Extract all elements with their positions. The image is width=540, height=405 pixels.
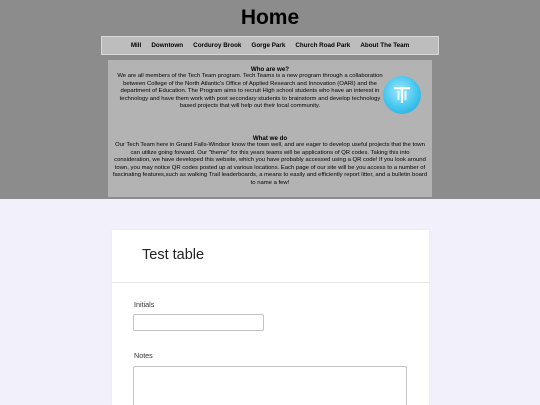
nav-link-corduroy-brook[interactable]: Corduroy Brook <box>193 42 242 49</box>
nav-link-mill[interactable]: Mill <box>130 42 142 49</box>
nav-link-church-road-park[interactable]: Church Road Park <box>295 42 351 49</box>
what-we-do-heading: What we do <box>252 135 288 142</box>
notes-label: Notes <box>134 351 153 360</box>
initials-label: Initials <box>134 300 155 309</box>
who-are-we-text: We are all members of the Tech Team program. Tech Teams is a new program through a collaboration between College of the North Atlantic's Office of Applied Research and Innovation (OARI) and the department of Education. The Program aims to recruit High school students who have an interest in technology and have them work with post secondary students to brainstorm and develop technology based projects that will help out their local community. <box>117 73 383 110</box>
nav-link-about-the-team[interactable]: About The Team <box>360 42 410 49</box>
nav-link-gorge-park[interactable]: Gorge Park <box>251 42 286 49</box>
tech-team-logo-icon <box>383 76 421 114</box>
who-are-we-heading: Who are we? <box>250 66 290 73</box>
form-divider <box>112 282 429 283</box>
initials-input[interactable] <box>133 314 264 331</box>
about-content-box <box>108 60 432 197</box>
what-we-do-text: Our Tech Team here in Grand Falls-Windsor know the town well, and are eager to develop useful projects that the town can utilize going forward. Our "theme" for this years teams will be applications of QR codes. Taking this into consideration, we have developed this website, which you have probably accessed using a QR code! If you look around town, you may notice QR codes posted up at various locations. Each page of our site will be you access to a number of fascinating features,such as walking Trail leaderboards, a means to easily and efficiently report litter, and a bulletin board to name a few! <box>112 142 428 186</box>
form-card <box>112 230 429 405</box>
site-header-area <box>0 0 540 199</box>
form-title: Test table <box>142 247 205 263</box>
notes-textarea[interactable] <box>133 366 407 405</box>
nav-bar <box>101 36 439 55</box>
page-title: Home <box>240 6 300 29</box>
nav-link-downtown[interactable]: Downtown <box>151 42 184 49</box>
